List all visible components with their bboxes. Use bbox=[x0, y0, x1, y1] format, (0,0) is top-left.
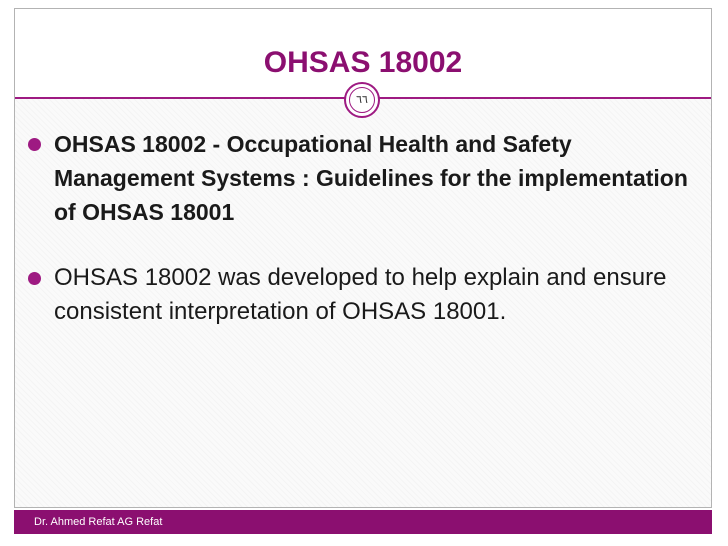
page-number-badge bbox=[344, 82, 380, 118]
footer-author: Dr. Ahmed Refat AG Refat bbox=[34, 516, 163, 528]
bullet-dot-icon bbox=[28, 138, 41, 151]
bullet-text: OHSAS 18002 was developed to help explain and ensure consistent interpretation of OHSAS 18001. bbox=[54, 264, 667, 325]
page-number: ٦٦ bbox=[356, 94, 368, 106]
bullet-text: OHSAS 18002 - Occupational Health and Safety Management Systems : Guidelines for the implementation of OHSAS 18001 bbox=[54, 131, 688, 225]
slide-title: OHSAS 18002 bbox=[263, 46, 463, 79]
bullet-list bbox=[28, 127, 708, 329]
footer-bar bbox=[14, 510, 712, 534]
bullet-dot-icon bbox=[28, 272, 41, 285]
bullet-item bbox=[28, 261, 708, 329]
bullet-item bbox=[28, 127, 708, 229]
